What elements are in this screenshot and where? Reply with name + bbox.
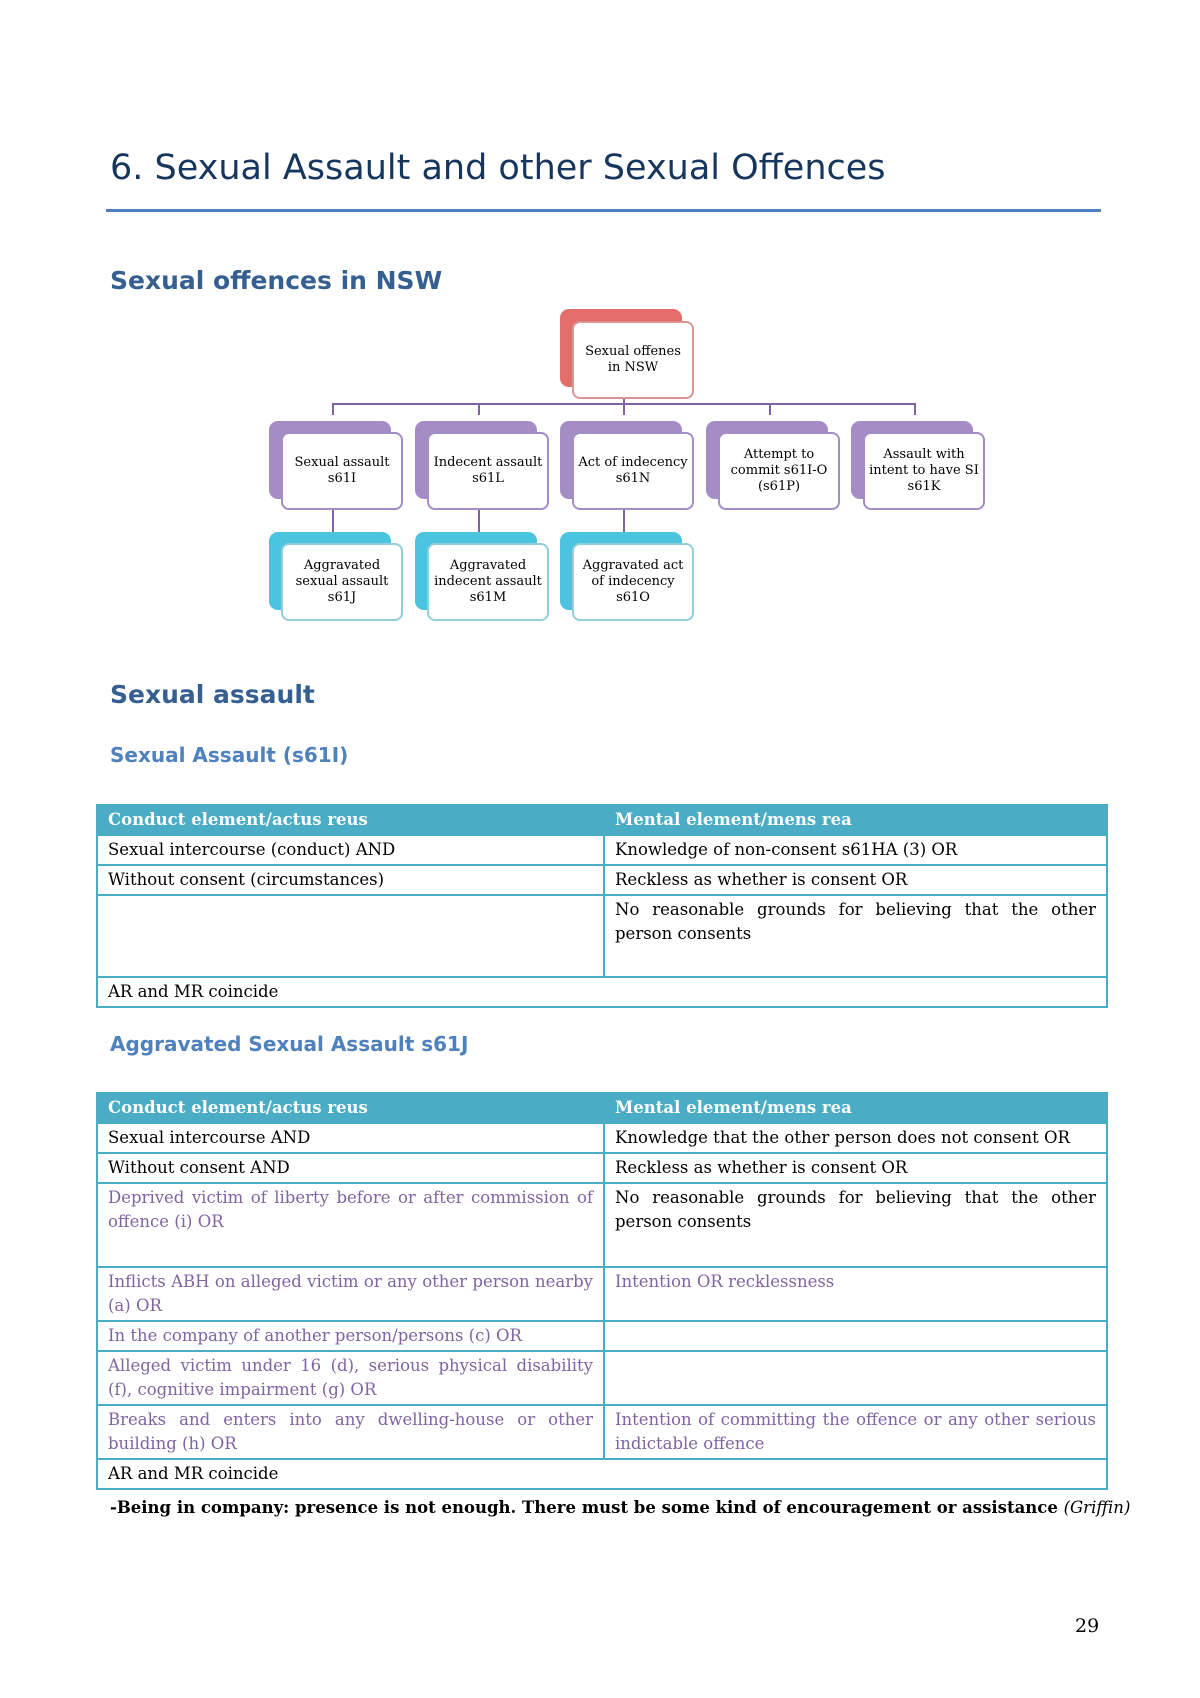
node-indecent-assault: Indecent assault s61L bbox=[427, 432, 549, 510]
section-heading-offences: Sexual offences in NSW bbox=[110, 266, 443, 295]
table-cell: Without consent (circumstances) bbox=[97, 865, 604, 895]
node-act-of-indecency: Act of indecency s61N bbox=[572, 432, 694, 510]
table-cell: Alleged victim under 16 (d), serious physical disability (f), cognitive impairment (g) OR bbox=[97, 1351, 604, 1405]
note-text: -Being in company: presence is not enough. There must be some kind of encouragement or assistance bbox=[110, 1498, 1064, 1517]
table-footer-cell: AR and MR coincide bbox=[97, 977, 1107, 1007]
note-being-in-company bbox=[110, 1498, 1130, 1517]
table-header: Conduct element/actus reus bbox=[97, 805, 604, 835]
table-cell: No reasonable grounds for believing that the other person consents bbox=[604, 1183, 1107, 1267]
node-aggravated-sexual-assault: Aggravated sexual assault s61J bbox=[281, 543, 403, 621]
table-cell: Without consent AND bbox=[97, 1153, 604, 1183]
table-row bbox=[97, 895, 1107, 977]
table-row bbox=[97, 1267, 1107, 1321]
table-row bbox=[97, 1123, 1107, 1153]
connector bbox=[478, 403, 480, 415]
table-cell bbox=[604, 1351, 1107, 1405]
connector bbox=[623, 403, 625, 415]
connector bbox=[623, 510, 625, 532]
node-aggravated-act-of-indecency: Aggravated act of indecency s61O bbox=[572, 543, 694, 621]
table-cell: Intention of committing the offence or any other serious indictable offence bbox=[604, 1405, 1107, 1459]
table-cell: Breaks and enters into any dwelling-house or other building (h) OR bbox=[97, 1405, 604, 1459]
connector bbox=[332, 510, 334, 532]
table-cell: No reasonable grounds for believing that the other person consents bbox=[604, 895, 1107, 977]
connector bbox=[769, 403, 771, 415]
section-heading-sexual-assault: Sexual assault bbox=[110, 680, 315, 709]
page-number: 29 bbox=[1075, 1615, 1100, 1637]
table-cell: Reckless as whether is consent OR bbox=[604, 865, 1107, 895]
table-footer-cell: AR and MR coincide bbox=[97, 1459, 1107, 1489]
connector bbox=[332, 403, 334, 415]
subheading-s61j: Aggravated Sexual Assault s61J bbox=[110, 1032, 469, 1056]
table-cell bbox=[604, 1321, 1107, 1351]
node-sexual-assault: Sexual assault s61I bbox=[281, 432, 403, 510]
table-cell: Inflicts ABH on alleged victim or any other person nearby (a) OR bbox=[97, 1267, 604, 1321]
table-header: Mental element/mens rea bbox=[604, 805, 1107, 835]
note-citation: (Griffin) bbox=[1063, 1498, 1131, 1517]
node-attempt: Attempt to commit s61I-O (s61P) bbox=[718, 432, 840, 510]
node-assault-with-intent: Assault with intent to have SI s61K bbox=[863, 432, 985, 510]
table-header: Mental element/mens rea bbox=[604, 1093, 1107, 1123]
table-row bbox=[97, 1459, 1107, 1489]
title-rule bbox=[106, 209, 1101, 212]
table-row bbox=[97, 1321, 1107, 1351]
table-row bbox=[97, 1351, 1107, 1405]
offences-hierarchy-diagram bbox=[260, 305, 1000, 630]
table-cell bbox=[97, 895, 604, 977]
table-header: Conduct element/actus reus bbox=[97, 1093, 604, 1123]
table-s61i bbox=[96, 804, 1108, 1008]
table-cell: Sexual intercourse (conduct) AND bbox=[97, 835, 604, 865]
table-s61j bbox=[96, 1092, 1108, 1490]
table-row bbox=[97, 1153, 1107, 1183]
table-cell: Deprived victim of liberty before or after commission of offence (i) OR bbox=[97, 1183, 604, 1267]
table-row bbox=[97, 1405, 1107, 1459]
table-cell: Sexual intercourse AND bbox=[97, 1123, 604, 1153]
table-row bbox=[97, 835, 1107, 865]
connector bbox=[478, 510, 480, 532]
table-cell: Knowledge that the other person does not consent OR bbox=[604, 1123, 1107, 1153]
node-aggravated-indecent-assault: Aggravated indecent assault s61M bbox=[427, 543, 549, 621]
table-cell: In the company of another person/persons (c) OR bbox=[97, 1321, 604, 1351]
node-root: Sexual offenes in NSW bbox=[572, 321, 694, 399]
table-row bbox=[97, 977, 1107, 1007]
table-row bbox=[97, 1183, 1107, 1267]
table-cell: Knowledge of non-consent s61HA (3) OR bbox=[604, 835, 1107, 865]
connector bbox=[914, 403, 916, 415]
table-row bbox=[97, 865, 1107, 895]
subheading-s61i: Sexual Assault (s61I) bbox=[110, 743, 349, 767]
table-cell: Intention OR recklessness bbox=[604, 1267, 1107, 1321]
page-title: 6. Sexual Assault and other Sexual Offences bbox=[110, 148, 886, 188]
table-cell: Reckless as whether is consent OR bbox=[604, 1153, 1107, 1183]
